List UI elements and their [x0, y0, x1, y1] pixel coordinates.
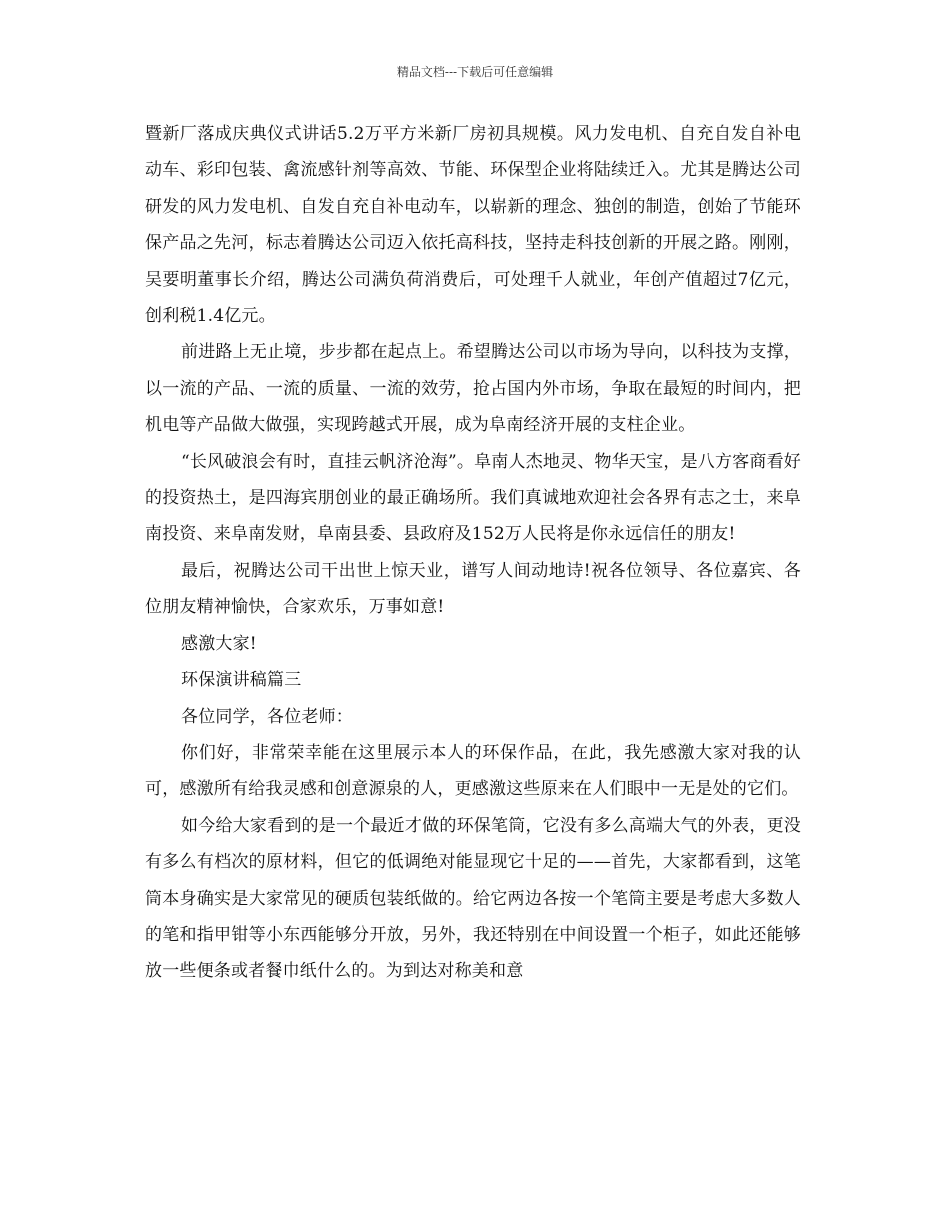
paragraph-greeting: 你们好，非常荣幸能在这里展示本人的环保作品，在此，我先感激大家对我的认可，感激所有给我灵感和创意源泉的人，更感激这些原来在人们眼中一无是处的它们。: [145, 742, 801, 800]
paragraph-invitation: “长风破浪会有时，直挂云帆济沧海”。阜南人杰地灵、物华天宝，是八方客商看好的投资热土，是四海宾朋创业的最正确场所。我们真诚地欢迎社会各界有志之士，来阜南投资、来阜南发财，阜南县委、县政府及152万人民将是你永远信任的朋友!: [145, 451, 801, 545]
paragraph-thanks: 感激大家!: [181, 633, 257, 654]
document-body: [145, 116, 801, 990]
paragraph-pen-holder: 如今给大家看到的是一个最近才做的环保笔筒，它没有多么高端大气的外表，更没有多么有档次的原材料，但它的低调绝对能显现它十足的——首先，大家都看到，这笔筒本身确实是大家常见的硬质包装纸做的。给它两边各按一个笔筒主要是考虑大多数人的笔和指甲钳等小东西能够分开放，另外，我还特别在中间设置一个柜子，如此还能够放一些便条或者餐巾纸什么的。为到达对称美和意: [145, 815, 801, 982]
paragraph-road-ahead: 前进路上无止境，步步都在起点上。希望腾达公司以市场为导向，以科技为支撑，以一流的产品、一流的质量、一流的效劳，抢占国内外市场，争取在最短的时间内，把机电等产品做大做强，实现跨越式开展，成为阜南经济开展的支柱企业。: [145, 342, 801, 436]
paragraph-continued-speech: 暨新厂落成庆典仪式讲话5.2万平方米新厂房初具规模。风力发电机、自充自发自补电动车、彩印包装、禽流感针剂等高效、节能、环保型企业将陆续迁入。尤其是腾达公司研发的风力发电机、自发自充自补电动车，以崭新的理念、独创的制造，创始了节能环保产品之先河，标志着腾达公司迈入依托高科技，坚持走科技创新的开展之路。刚刚，吴要明董事长介绍，腾达公司满负荷消费后，可处理千人就业，年创产值超过7亿元，创利税1.4亿元。: [145, 124, 801, 327]
paragraph-closing-wishes: 最后，祝腾达公司干出世上惊天业，谱写人间动地诗!祝各位领导、各位嘉宾、各位朋友精神愉快，合家欢乐，万事如意!: [145, 560, 801, 618]
page-header: 精品文档---下载后可任意编辑: [396, 65, 554, 79]
section-title: 环保演讲稿篇三: [181, 670, 302, 691]
paragraph-salutation: 各位同学，各位老师：: [181, 706, 353, 727]
